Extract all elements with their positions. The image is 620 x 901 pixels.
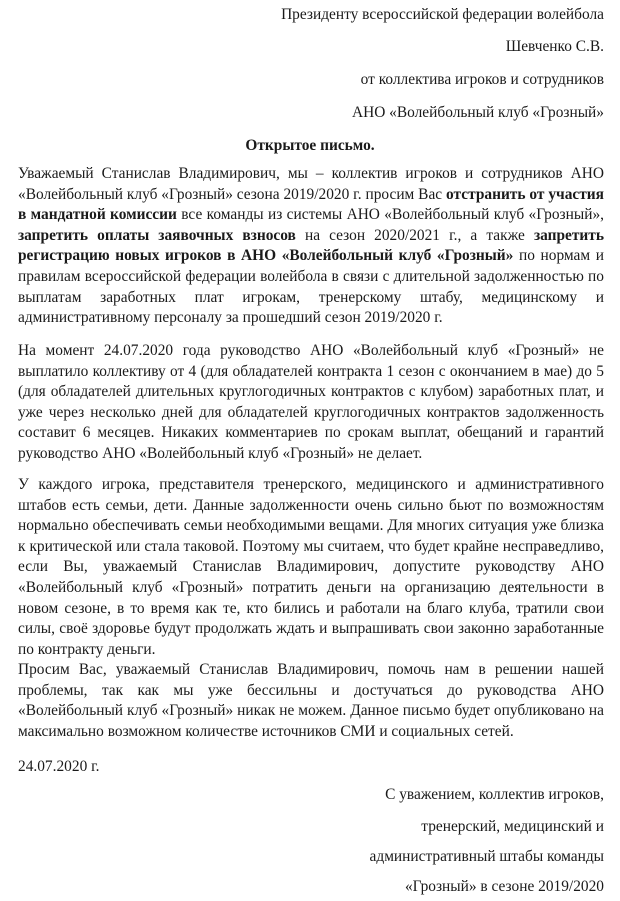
addressee-line-1: Президенту всероссийской федерации волейбола xyxy=(281,6,604,23)
demand-2: запретить оплаты заявочных взносов xyxy=(18,226,296,244)
signature-line-2: тренерский, медицинский и xyxy=(421,818,604,835)
letter-date: 24.07.2020 г. xyxy=(18,758,100,775)
paragraph-4: Просим Вас, уважаемый Станислав Владимирович, помочь нам в решении нашей проблемы, так как мы уже бессильны и достучаться до руководства АНО «Волейбольный клуб «Грозный» никак не можем. Данное письмо будет опубликовано на максимально возможном количестве источников СМИ и социальных сетей. xyxy=(18,661,604,740)
letter-title: Открытое письмо. xyxy=(245,137,375,154)
signature-line-4: «Грозный» в сезоне 2019/2020 xyxy=(404,878,604,895)
demand-1: отстранить от участия в мандатной комиссии xyxy=(18,185,604,224)
paragraph-3: У каждого игрока, представителя тренерского, медицинского и административного штабов есть семьи, дети. Данные задолженности очень сильно бьют по возможностям нормально обеспечивать семьи необходимыми вещами. Для многих ситуация уже близка к критической или стала таковой. Поэтому мы считаем, что будет крайне несправедливо, если Вы, уважаемый Станислав Владимирович, допустите руководству АНО «Волейбольный клуб «Грозный» потратить деньги на организацию деятельности в новом сезоне, в то время как те, кто бились и работали на благо клуба, тратили свои силы, своё здоровье будут продолжать ждать и выпрашивать свои законно заработанные по контракту деньги. xyxy=(18,476,604,658)
signature-line-1: С уважением, коллектив игроков, xyxy=(385,786,604,803)
paragraph-1: Уважаемый Станислав Владимирович, мы – коллектив игроков и сотрудников АНО «Волейбольный клуб «Грозный» сезона 2019/2020 г. просим Вас отстранить от участия в мандатной комиссии все команды из системы АНО «Волейбольный клуб «Грозный», запретить оплаты заявочных взносов на сезон 2020/2021 г., а также запретить регистрацию новых игроков в АНО «Волейбольный клуб «Грозный» по нормам и правилам всероссийской федерации волейбола в связи с длительной задолженностью по выплатам заработных плат игрокам, тренерскому штабу, медицинскому и административному персоналу за прошедший сезон 2019/2020 г. xyxy=(18,165,604,327)
sender-line-2: АНО «Волейбольный клуб «Грозный» xyxy=(351,104,604,121)
demand-3: запретить регистрацию новых игроков в АНО «Волейбольный клуб «Грозный» xyxy=(18,226,604,265)
signature-line-3: административный штабы команды xyxy=(369,848,604,865)
addressee-line-2: Шевченко С.В. xyxy=(505,38,604,55)
sender-line-1: от коллектива игроков и сотрудников xyxy=(360,71,604,88)
paragraph-2: На момент 24.07.2020 года руководство АНО «Волейбольный клуб «Грозный» не выплатило коллективу от 4 (для обладателей контракта 1 сезон с окончанием в мае) до 5 (для обладателей длительных круглогодичных контрактов с клубом) заработных плат, и уже через несколько дней для обладателей круглогодичных контрактов задолженность составит 6 месяцев. Никаких комментариев по срокам выплат, обещаний и гарантий руководство АНО «Волейбольный клуб «Грозный» не делает. xyxy=(18,342,604,462)
